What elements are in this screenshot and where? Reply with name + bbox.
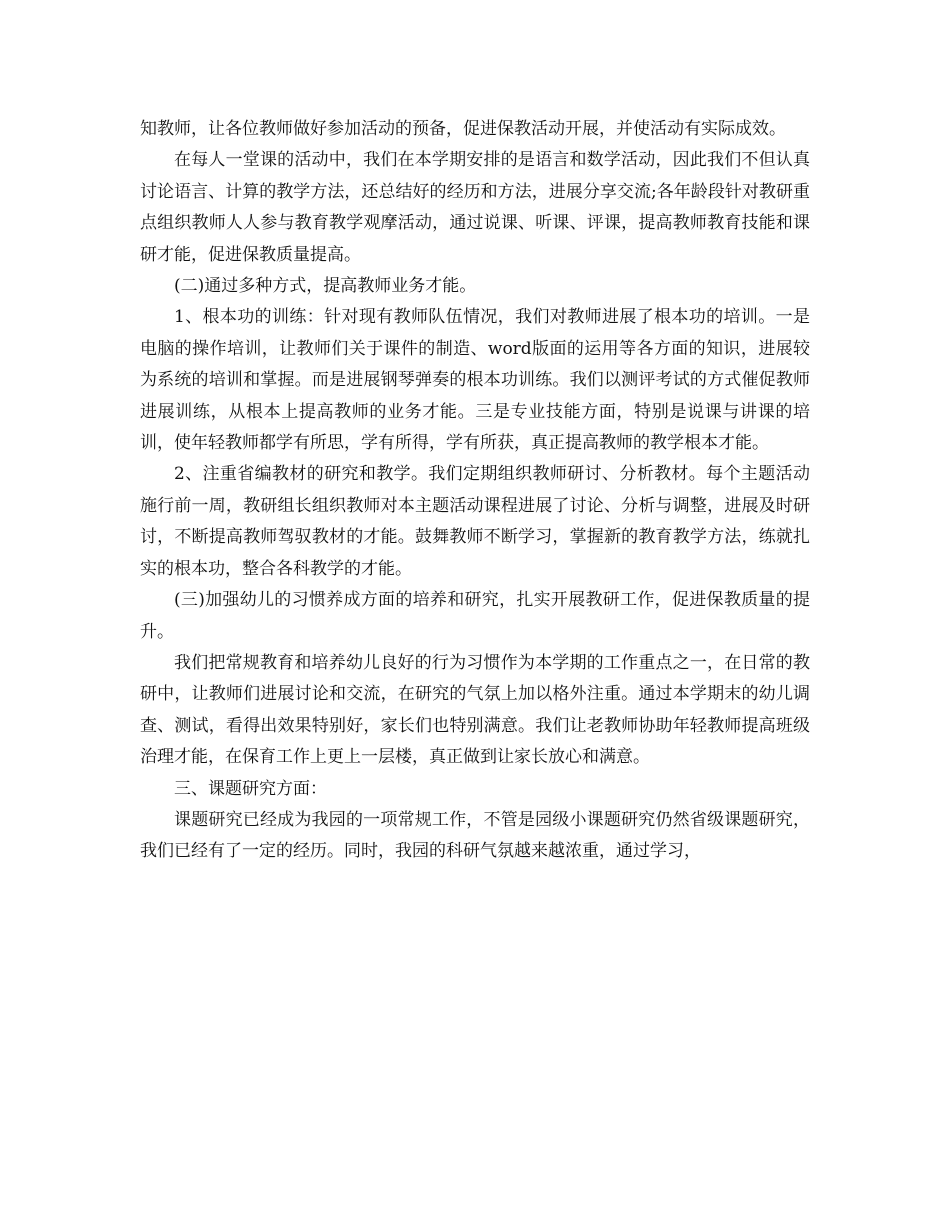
paragraph-8-heading: 三、课题研究方面：	[174, 778, 327, 799]
paragraph-3-heading: (二)通过多种方式，提高教师业务才能。	[174, 276, 477, 297]
paragraph-9: 课题研究已经成为我园的一项常规工作，不管是园级小课题研究仍然省级课题研究，我们已经有了一定的经历。同时，我园的科研气氛越来越浓重，通过学习，	[140, 809, 810, 862]
document-body	[140, 114, 810, 868]
paragraph-4: 1、根本功的训练：针对现有教师队伍情况，我们对教师进展了根本功的培训。一是电脑的操作培训，让教师们关于课件的制造、word版面的运用等各方面的知识，进展较为系统的培训和掌握。而是进展钢琴弹奏的根本功训练。我们以测评考试的方式催促教师进展训练，从根本上提高教师的业务才能。三是专业技能方面，特别是说课与讲课的培训，使年轻教师都学有所思，学有所得，学有所获，真正提高教师的教学根本才能。	[140, 307, 810, 454]
paragraph-6-heading: (三)加强幼儿的习惯养成方面的培养和研究，扎实开展教研工作，促进保教质量的提升。	[140, 590, 810, 642]
paragraph-5: 2、注重省编教材的研究和教学。我们定期组织教师研讨、分析教材。每个主题活动施行前一周，教研组长组织教师对本主题活动课程进展了讨论、分析与调整，进展及时研讨，不断提高教师驾驭教材的才能。鼓舞教师不断学习，掌握新的教育教学方法，练就扎实的根本功，整合各科教学的才能。	[140, 464, 810, 579]
paragraph-2: 在每人一堂课的活动中，我们在本学期安排的是语言和数学活动，因此我们不但认真讨论语言、计算的教学方法，还总结好的经历和方法，进展分享交流;各年龄段针对教研重点组织教师人人参与教育教学观摩活动，通过说课、听课、评课，提高教师教育技能和课研才能，促进保教质量提高。	[140, 150, 810, 265]
paragraph-1: 知教师，让各位教师做好参加活动的预备，促进保教活动开展，并使活动有实际成效。	[140, 119, 786, 139]
paragraph-7: 我们把常规教育和培养幼儿良好的行为习惯作为本学期的工作重点之一，在日常的教研中，让教师们进展讨论和交流，在研究的气氛上加以格外注重。通过本学期末的幼儿调查、测试，看得出效果特别好，家长们也特别满意。我们让老教师协助年轻教师提高班级治理才能，在保育工作上更上一层楼，真正做到让家长放心和满意。	[140, 652, 810, 768]
